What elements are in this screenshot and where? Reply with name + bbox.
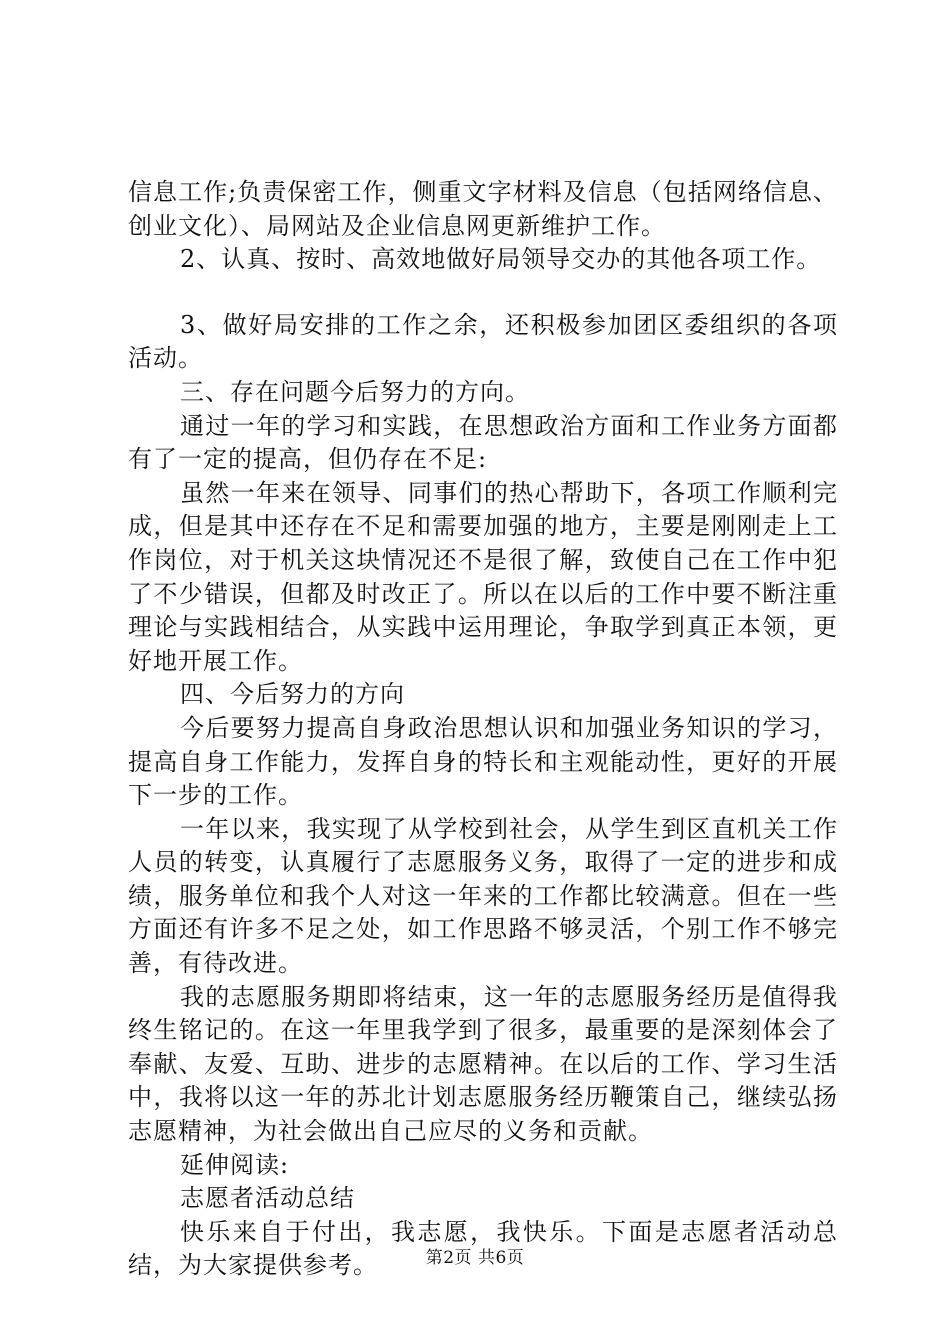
extended-reading-label: 延伸阅读: (180, 1150, 290, 1179)
section-heading-4: 四、今后努力的方向 (180, 680, 405, 709)
paragraph-item-3: 3、做好局安排的工作之余，还积极参加团区委组织的各项活动。 (128, 310, 838, 373)
paragraph-item-2: 2、认真、按时、高效地做好局领导交办的其他各项工作。 (180, 245, 822, 274)
section-heading-3: 三、存在问题今后努力的方向。 (180, 377, 530, 406)
extended-reading-title: 志愿者活动总结 (180, 1184, 355, 1213)
paragraph: 通过一年的学习和实践，在思想政治方面和工作业务方面都有了一定的提高，但仍存在不足: (128, 411, 838, 474)
paragraph: 虽然一年来在领导、同事们的热心帮助下，各项工作顺利完成，但是其中还存在不足和需要加强的地方，主要是刚刚走上工作岗位，对于机关这块情况还不是很了解，致使自己在工作中犯了不少错误，但都及时改正了。所以在以后的工作中要不断注重理论与实践相结合，从实践中运用理论，争取学到真正本领，更好地开展工作。 (128, 478, 838, 675)
page-number-footer: 第2页 共6页 (425, 1248, 525, 1268)
paragraph-continued: 信息工作;负责保密工作，侧重文字材料及信息（包括网络信息、创业文化）、局网站及企业信息网更新维护工作。 (128, 178, 838, 240)
paragraph: 今后要努力提高自身政治思想认识和加强业务知识的学习，提高自身工作能力，发挥自身的特长和主观能动性，更好的开展下一步的工作。 (128, 713, 838, 810)
paragraph: 一年以来，我实现了从学校到社会，从学生到区直机关工作人员的转变，认真履行了志愿服务义务，取得了一定的进步和成绩，服务单位和我个人对这一年来的工作都比较满意。但在一些方面还有许多不足之处，如工作思路不够灵活，个别工作不够完善，有待改进。 (128, 814, 838, 978)
paragraph-spacer (128, 277, 838, 309)
paragraph: 我的志愿服务期即将结束，这一年的志愿服务经历是值得我终生铭记的。在这一年里我学到了很多，最重要的是深刻体会了奉献、友爱、互助、进步的志愿精神。在以后的工作、学习生活中，我将以这一年的苏北计划志愿服务经历鞭策自己，继续弘扬志愿精神，为社会做出自己应尽的义务和贡献。 (128, 982, 838, 1146)
document-body (128, 176, 838, 1283)
paragraph: 快乐来自于付出，我志愿，我快乐。下面是志愿者活动总结，为大家提供参考。 (128, 1217, 838, 1280)
